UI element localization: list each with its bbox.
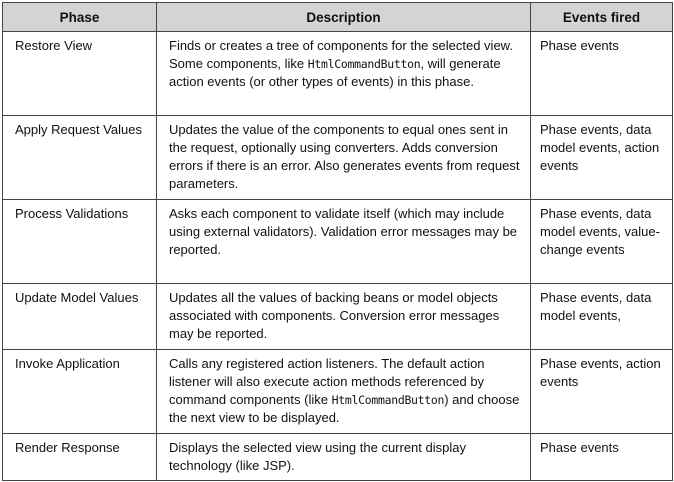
events-cell: Phase events, data model events, value-change events xyxy=(531,200,673,284)
description-cell: Updates the value of the components to equal ones sent in the request, optionally using converters. Adds conversion errors if there is an error. Also generates events from request parameters. xyxy=(157,116,531,200)
header-row xyxy=(3,3,673,32)
description-cell: Asks each component to validate itself (which may include using external validators). Validation error messages may be reported. xyxy=(157,200,531,284)
description-cell xyxy=(157,350,531,434)
description-text: , will generate action events (or other types of events) in this phase. xyxy=(169,56,501,89)
phase-cell: Process Validations xyxy=(3,200,157,284)
description-cell xyxy=(157,32,531,116)
table-row xyxy=(3,116,673,200)
code-term: HtmlCommandButton xyxy=(307,57,421,71)
phase-cell: Apply Request Values xyxy=(3,116,157,200)
description-cell: Displays the selected view using the current display technology (like JSP). xyxy=(157,434,531,481)
phase-cell: Invoke Application xyxy=(3,350,157,434)
table-row xyxy=(3,32,673,116)
header-phase: Phase xyxy=(3,3,157,32)
description-text: Finds or creates a tree of components for the selected view. Some components, like xyxy=(169,38,513,71)
table-row xyxy=(3,434,673,481)
events-cell: Phase events, data model events, xyxy=(531,284,673,350)
events-cell: Phase events, data model events, action events xyxy=(531,116,673,200)
description-cell: Updates all the values of backing beans or model objects associated with components. Conversion error messages may be reported. xyxy=(157,284,531,350)
jsf-phases-table xyxy=(2,2,673,481)
phase-cell: Update Model Values xyxy=(3,284,157,350)
code-term: HtmlCommandButton xyxy=(331,393,445,407)
table-row xyxy=(3,284,673,350)
description-text: ) and choose the next view to be displayed. xyxy=(169,392,520,425)
description-text: Calls any registered action listeners. The default action listener will also execute action methods referenced by command components (like xyxy=(169,356,485,407)
header-description: Description xyxy=(157,3,531,32)
events-cell: Phase events, action events xyxy=(531,350,673,434)
events-cell: Phase events xyxy=(531,32,673,116)
header-events-fired: Events fired xyxy=(531,3,673,32)
phase-cell: Render Response xyxy=(3,434,157,481)
events-cell: Phase events xyxy=(531,434,673,481)
table-row xyxy=(3,350,673,434)
table-row xyxy=(3,200,673,284)
phase-cell: Restore View xyxy=(3,32,157,116)
